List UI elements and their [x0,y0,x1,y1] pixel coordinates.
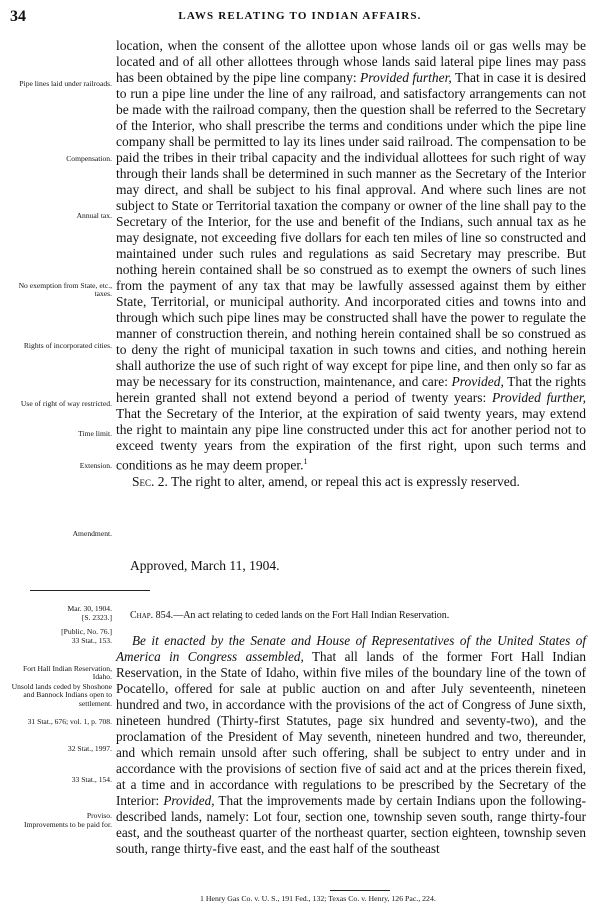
chapter-title: —An act relating to ceded lands on the Fort Hall Indian Reservation. [173,610,450,621]
margin-note: Extension. [79,461,112,470]
section-2-label: Sec. 2. [132,473,168,489]
chapter-paragraph: Be it enacted by the Senate and House of Representatives of the United States of America in Congress assembled, That all lands of the former Fort Hall Indian Reservation, in the State of Idaho, within five miles of the boundary line of the town of Pocatello, offered for sale at public auction on and after July seventeenth, nineteen hundred and two, in accordance with the provisions of the act of Congress of June sixth, nineteen hundred (Thirty-first Statutes, page six hundred and seventy-two), and the proclamation of the President of May seventh, nineteen hundred and two, thereunder, and which remain unsold after such offering, shall be subject to entry under and in accordance with the provisions of section five of said act and at the prices therein fixed, at a time and in accordance with regulations to be prescribed by the Secretary of the Interior: Provided, That the improvements made by certain Indians upon the following-described lands, namely: Lot four, section one, township seven south, range thirty-four east, and the southeast quarter of the northeast quarter, section eighteen, township seven south, range thirty-five east, and the east half of the southeast [116,633,586,856]
margin-note: Pipe lines laid under railroads. [19,79,112,88]
margin-note: Rights of incorporated cities. [23,341,112,350]
enacting-clause: Be it enacted by the Senate and House of Representatives of the United States of America in Congress assembled, [116,633,586,664]
chapter-label: Chap. 854. [130,610,174,621]
margin-note: Unsold lands ceded by Shoshone and Bannock Indians open to settlement. [11,682,112,708]
page-number: 34 [10,8,26,25]
margin-note: Annual tax. [76,211,112,220]
margin-note: Compensation. [66,154,112,163]
footnote-rule [330,890,390,891]
margin-note-stat: 33 Stat., 153. [71,636,112,645]
margin-note: Time limit. [78,429,112,438]
margin-note: No exemption from State, etc., taxes. [18,281,112,299]
section-divider [30,590,150,591]
section-2-paragraph: Sec. 2. The right to alter, amend, or repeal this act is expressly reserved. [132,473,520,489]
margin-note: 31 Stat., 676; vol. 1, p. 708. [27,717,112,726]
margin-note: Use of right of way restricted. [20,399,112,408]
margin-note-bill: [S. 2323.] [81,613,112,622]
section-1-body [116,38,586,490]
margin-note: 32 Stat., 1997. [67,744,112,753]
margin-note-public: [Public, No. 76.] [61,627,112,636]
margin-note: Fort Hall Indian Reservation, Idaho. [23,664,112,682]
section-1-paragraph: location, when the consent of the allottee upon whose lands oil or gas wells may be located and of all other allottees through whose lands said lateral pipe lines may pass has been obtained by the pipe line company: Provided further, That in case it is desired to run a pipe line under the line of any railroad, and satisfactory arrangements can not be made with the railroad company, then the question shall be referred to the Secretary of the Interior, who shall prescribe the terms and conditions under which the pipe line company shall be permitted to lay its lines under said railroad. The compensation to be paid the tribes in their tribal capacity and the individual allottees for such right of way through their lands shall be determined in such manner as the Secretary of the Interior may direct, and shall be subject to his final approval. And where such lines are not subject to State or Territorial taxation the company or owner of the line shall pay to the Secretary of the Interior, for the use and benefit of the Indians, such annual tax as he may designate, not exceeding five dollars for each ten miles of line so constructed and maintained under such rules and regulations as said Secretary may prescribe. But nothing herein contained shall be so construed as to exempt the owners of such lines from the payment of any tax that may be lawfully assessed against them by either State, Territorial, or municipal authority. And incorporated cities and towns into and through which such pipe lines may be constructed shall have the power to regulate the manner of construction therein, and nothing herein contained shall be so construed as to deny the right of municipal taxation in such towns and cities, and nothing herein shall authorize the use of such right of way except for pipe line, and then only so far as may be necessary for its construction, maintenance, and care: Provided, That the rights herein granted shall not extend beyond a period of twenty years: Provided further, That the Secretary of the Interior, at the expiration of said twenty years, may extend the right to maintain any pipe line constructed under this act for another period not to exceed twenty years from the expiration of the first right, upon such terms and conditions as he may deem proper.$^1$ [116,38,586,473]
approval-line: Approved, March 11, 1904. [130,558,280,573]
chapter-heading [130,610,586,621]
footnote: 1 Henry Gas Co. v. U. S., 191 Fed., 132; Texas Co. v. Henry, 126 Pac., 224. [200,894,436,903]
page-header [10,8,590,30]
margin-note: 33 Stat., 154. [71,775,112,784]
margin-note: Improvements to be paid for. [24,820,112,829]
running-title: LAWS RELATING TO INDIAN AFFAIRS. [178,10,422,22]
margin-note: Amendment. [72,529,112,538]
chapter-body [116,633,586,857]
margin-note-date: Mar. 30, 1904. [67,604,112,613]
footnote-marker: 1 [303,457,308,466]
margin-note-proviso: Proviso. [86,811,112,820]
